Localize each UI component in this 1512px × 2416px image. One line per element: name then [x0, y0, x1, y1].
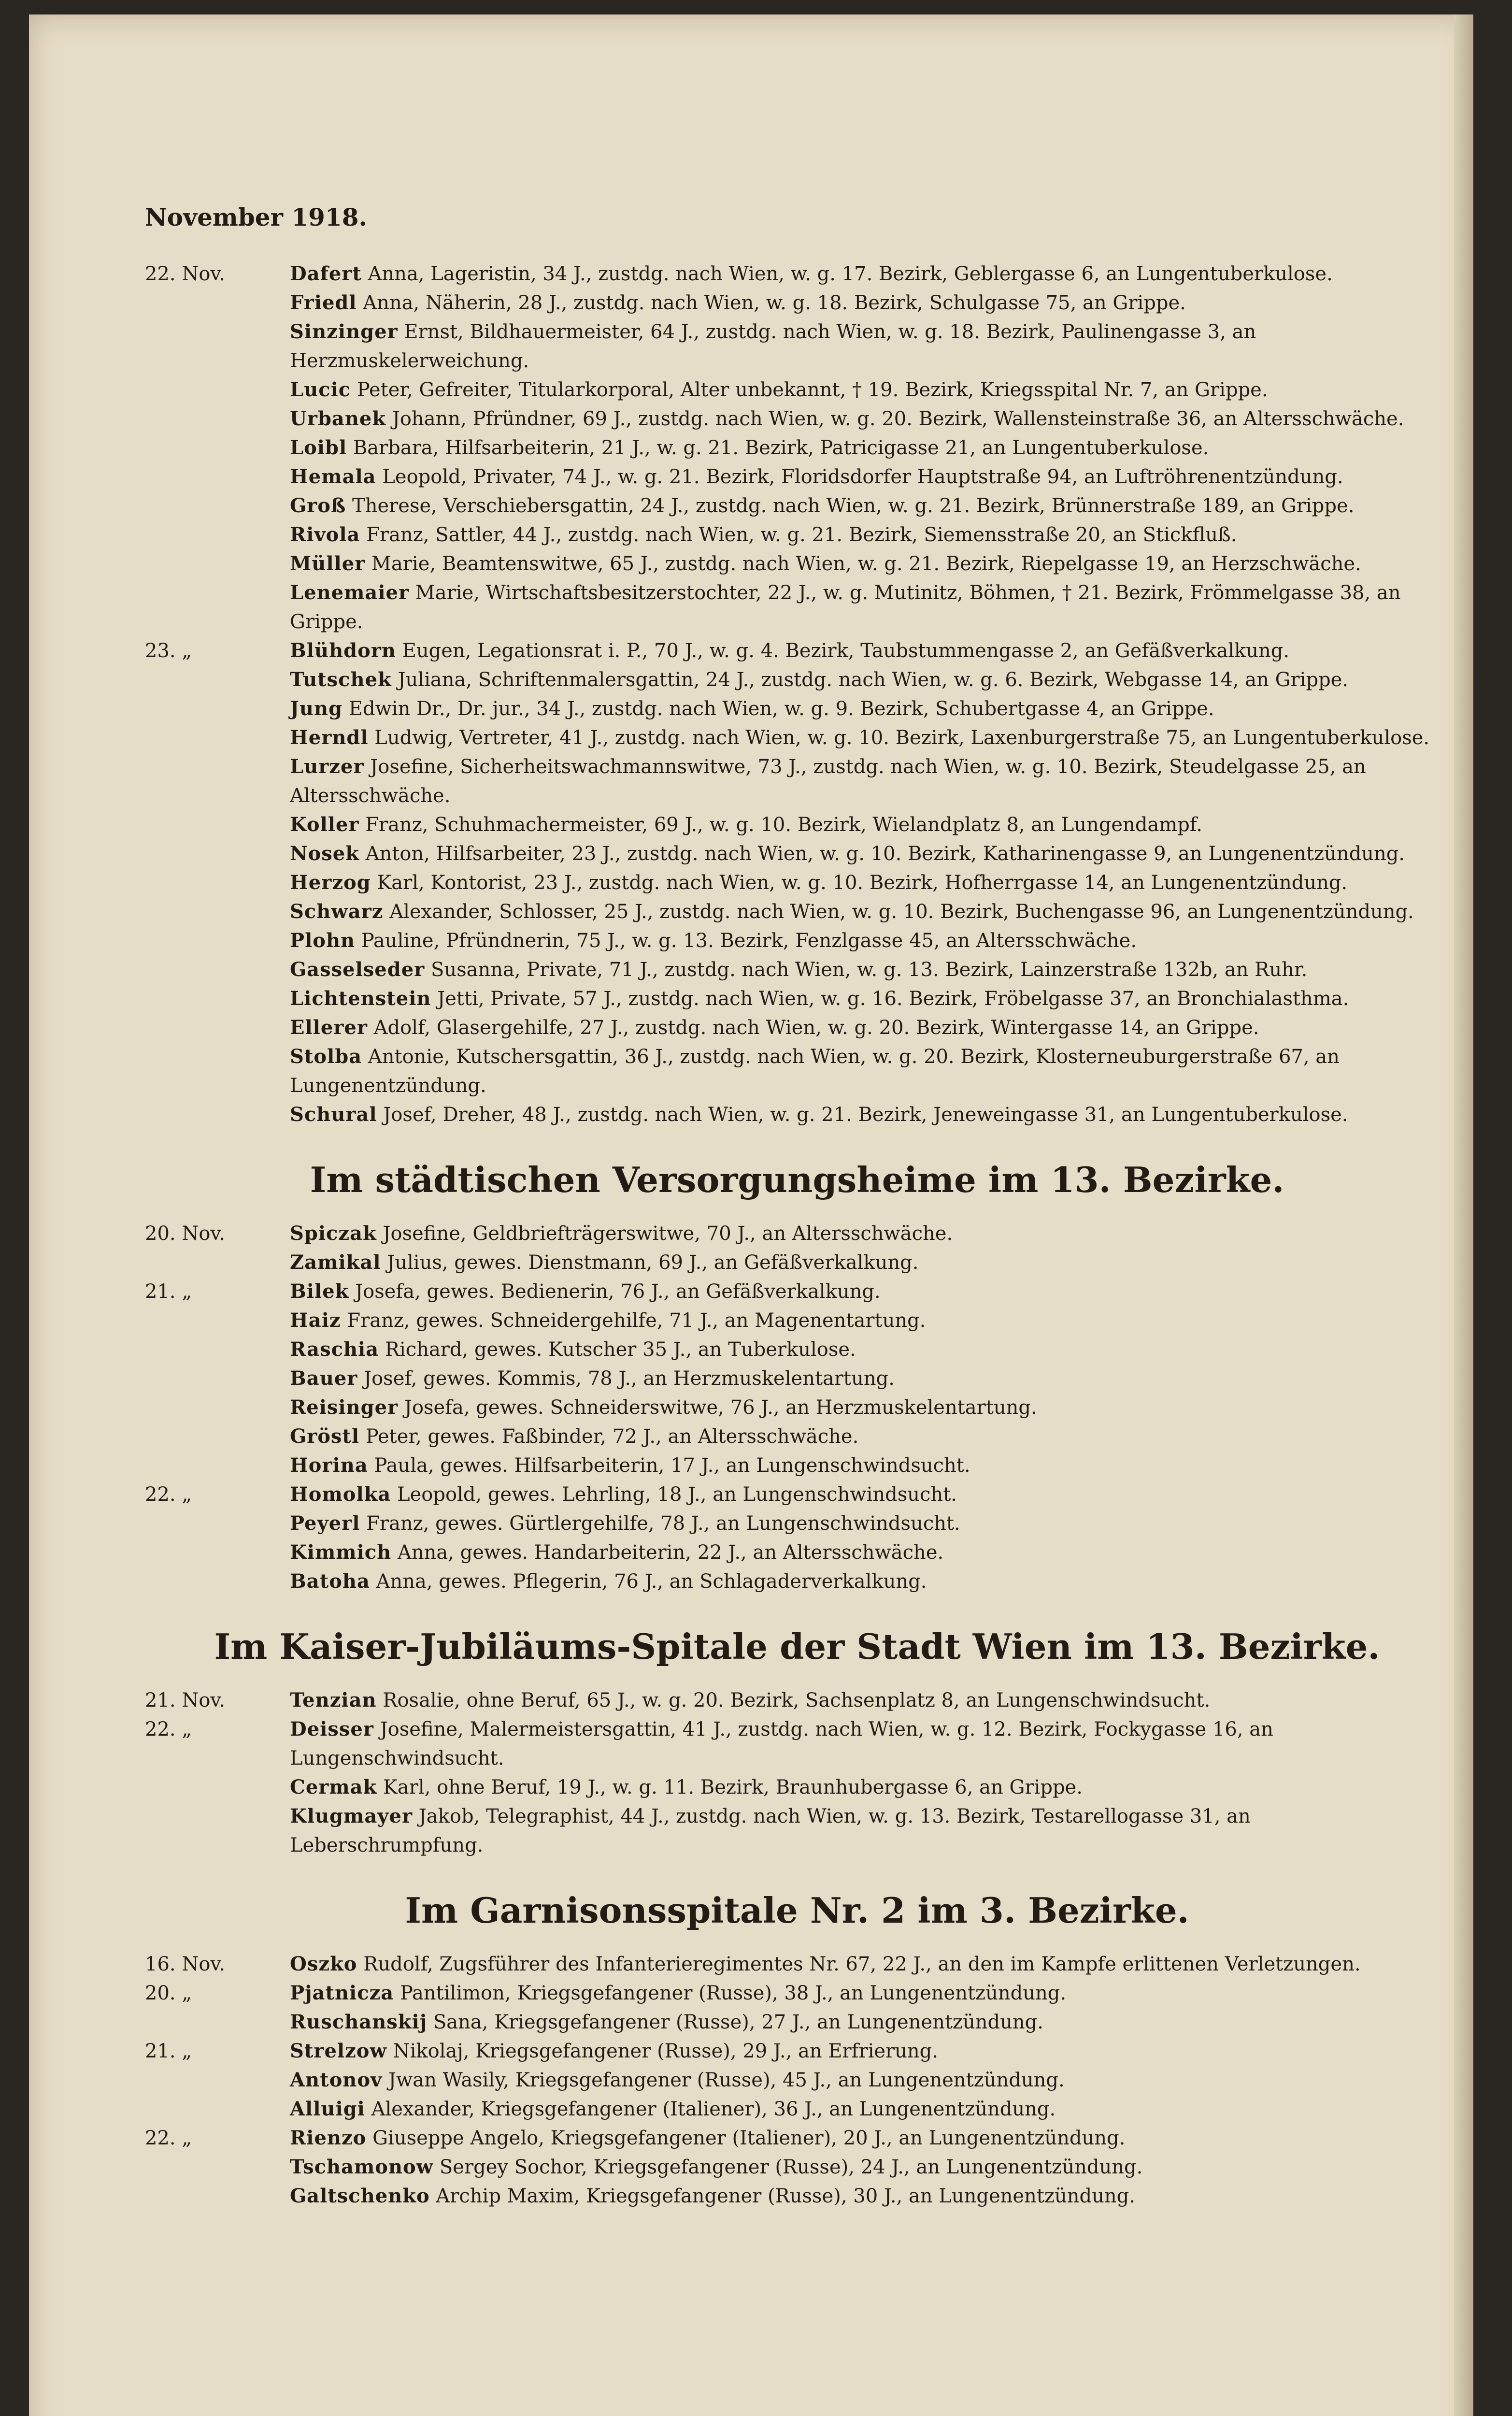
entry-date: 20. Nov. [145, 1222, 225, 1245]
entry-surname: Herndl [290, 726, 369, 749]
entry-details: Franz, Sattler, 44 J., zustdg. nach Wien, w. g. 21. Bezirk, Siemensstraße 20, an Stickfluß. [366, 524, 1237, 546]
entry-text [290, 1451, 1449, 1480]
entry-surname: Batoha [290, 1570, 370, 1593]
entry-text [290, 462, 1449, 491]
entry-date [145, 2095, 290, 2124]
entry-date: 23. „ [145, 640, 192, 662]
death-entry [145, 1248, 1449, 1277]
entry-text [290, 549, 1449, 578]
death-entry [145, 1802, 1449, 1860]
death-entry [145, 578, 1449, 636]
document-page [29, 14, 1473, 2416]
section-heading: Im Garnisonsspitale Nr. 2 im 3. Bezirke. [405, 1890, 1189, 1931]
entry-date [145, 375, 290, 404]
entry-date [145, 1567, 290, 1596]
entry-details: Anna, Lageristin, 34 J., zustdg. nach Wien, w. g. 17. Bezirk, Geblergasse 6, an Lungentuberkulose. [368, 263, 1333, 285]
entry-date: 22. „ [145, 2127, 192, 2149]
entry-details: Alexander, Kriegsgefangener (Italiener), 36 J., an Lungenentzündung. [371, 2098, 1056, 2120]
entry-date [145, 317, 290, 375]
death-entry [145, 752, 1449, 810]
entry-surname: Pjatnicza [290, 1982, 394, 2004]
entry-surname: Spiczak [290, 1222, 377, 1245]
entry-date [145, 288, 290, 317]
entry-date [145, 433, 290, 462]
entry-surname: Raschia [290, 1338, 379, 1361]
death-entry [145, 1393, 1449, 1422]
entry-surname: Bauer [290, 1367, 358, 1390]
entry-details: Eugen, Legationsrat i. P., 70 J., w. g. 4. Bezirk, Taubstummengasse 2, an Gefäßverkalkung. [402, 640, 1290, 662]
entry-date [145, 1364, 290, 1393]
entry-text [290, 317, 1449, 375]
entry-text [290, 1715, 1449, 1773]
entry-text [290, 955, 1449, 984]
entry-details: Julius, gewes. Dienstmann, 69 J., an Gefäßverkalkung. [387, 1251, 919, 1274]
section-0 [145, 259, 1449, 1129]
section-2 [145, 1625, 1449, 1860]
entry-date: 16. Nov. [145, 1953, 225, 1975]
entry-details: Marie, Wirtschaftsbesitzerstochter, 22 J., w. g. Mutinitz, Böhmen, † 21. Bezirk, Frömmelgasse 38, an Grippe. [290, 582, 1401, 633]
entry-date [145, 810, 290, 839]
entry-details: Rudolf, Zugsführer des Infanterieregimentes Nr. 67, 22 J., an den im Kampfe erlittenen Verletzungen. [363, 1953, 1361, 1975]
entry-details: Franz, Schuhmachermeister, 69 J., w. g. 10. Bezirk, Wielandplatz 8, an Lungendampf. [365, 814, 1202, 836]
entry-details: Josef, gewes. Kommis, 78 J., an Herzmuskelentartung. [364, 1367, 895, 1390]
entry-date [145, 491, 290, 520]
entry-surname: Lenemaier [290, 581, 410, 604]
entry-text [290, 839, 1449, 868]
entry-details: Peter, gewes. Faßbinder, 72 J., an Altersschwäche. [365, 1425, 859, 1448]
death-entry [145, 1567, 1449, 1596]
entry-date [145, 1248, 290, 1277]
death-entry [145, 694, 1449, 723]
death-entry [145, 1773, 1449, 1802]
death-entry [145, 2124, 1449, 2153]
death-entry [145, 2037, 1449, 2066]
death-entry [145, 1451, 1449, 1480]
death-entry [145, 1277, 1449, 1306]
entry-surname: Klugmayer [290, 1805, 413, 1827]
entry-date: 21. „ [145, 2040, 192, 2062]
entry-surname: Zamikal [290, 1251, 381, 1274]
death-entry [145, 1306, 1449, 1335]
entry-surname: Galtschenko [290, 2185, 430, 2207]
entry-surname: Nosek [290, 842, 359, 865]
entry-details: Leopold, gewes. Lehrling, 18 J., an Lungenschwindsucht. [397, 1483, 957, 1506]
entry-surname: Ruschanskij [290, 2011, 428, 2033]
section-3 [145, 1889, 1449, 2211]
death-entry [145, 1480, 1449, 1509]
entry-text [290, 1480, 1449, 1509]
entry-date [145, 2008, 290, 2037]
death-entry [145, 1422, 1449, 1451]
entry-text [290, 984, 1449, 1013]
entry-text [290, 2182, 1449, 2211]
entry-details: Sergey Sochor, Kriegsgefangener (Russe), 24 J., an Lungenentzündung. [439, 2156, 1143, 2178]
death-entry [145, 2182, 1449, 2211]
entry-surname: Lurzer [290, 755, 364, 778]
entry-date [145, 1451, 290, 1480]
death-entry [145, 288, 1449, 317]
entry-details: Josefa, gewes. Bedienerin, 76 J., an Gefäßverkalkung. [355, 1280, 881, 1303]
entry-details: Richard, gewes. Kutscher 35 J., an Tuberkulose. [385, 1338, 856, 1361]
entry-surname: Müller [290, 552, 366, 575]
entry-surname: Hemala [290, 465, 376, 488]
entry-surname: Loibl [290, 436, 347, 459]
death-entry [145, 868, 1449, 897]
entry-text [290, 1422, 1449, 1451]
entry-surname: Rienzo [290, 2127, 367, 2149]
death-entry [145, 1979, 1449, 2008]
entry-text [290, 404, 1449, 433]
entry-details: Jetti, Private, 57 J., zustdg. nach Wien, w. g. 16. Bezirk, Fröbelgasse 37, an Bronchialasthma. [437, 988, 1349, 1010]
entry-details: Anna, Näherin, 28 J., zustdg. nach Wien, w. g. 18. Bezirk, Schulgasse 75, an Grippe. [363, 292, 1186, 314]
entry-details: Anna, gewes. Handarbeiterin, 22 J., an Altersschwäche. [397, 1541, 944, 1564]
entry-surname: Rivola [290, 523, 360, 546]
entry-date [145, 1306, 290, 1335]
entry-text [290, 1538, 1449, 1567]
entry-date [145, 1100, 290, 1129]
death-entry [145, 1538, 1449, 1567]
entry-surname: Friedl [290, 291, 357, 314]
entry-date [145, 1042, 290, 1100]
death-entry [145, 404, 1449, 433]
entry-date [145, 1422, 290, 1451]
death-entry [145, 955, 1449, 984]
entry-surname: Stolba [290, 1045, 362, 1068]
entry-text [290, 1773, 1449, 1802]
entry-surname: Schwarz [290, 900, 384, 923]
entry-details: Pantilimon, Kriegsgefangener (Russe), 38 J., an Lungenentzündung. [399, 1982, 1067, 2004]
entry-surname: Gröstl [290, 1425, 360, 1448]
entry-text [290, 375, 1449, 404]
entry-date [145, 694, 290, 723]
entry-surname: Antonov [290, 2069, 383, 2091]
death-entry [145, 2008, 1449, 2037]
entry-surname: Alluigi [290, 2098, 365, 2120]
entry-date: 21. „ [145, 1280, 192, 1303]
entry-text [290, 897, 1449, 926]
entry-date [145, 926, 290, 955]
death-entry [145, 723, 1449, 752]
entry-surname: Strelzow [290, 2040, 387, 2062]
death-entry [145, 1950, 1449, 1979]
entry-text [290, 1013, 1449, 1042]
entry-details: Edwin Dr., Dr. jur., 34 J., zustdg. nach Wien, w. g. 9. Bezirk, Schubertgasse 4, an Grippe. [348, 698, 1214, 720]
death-entry [145, 549, 1449, 578]
entry-details: Barbara, Hilfsarbeiterin, 21 J., w. g. 21. Bezirk, Patricigasse 21, an Lungentuberkulose. [353, 437, 1209, 459]
entry-surname: Jung [290, 697, 343, 720]
death-entry [145, 1042, 1449, 1100]
entry-details: Juliana, Schriftenmalersgattin, 24 J., zustdg. nach Wien, w. g. 6. Bezirk, Webgasse 14, an Grippe. [398, 669, 1349, 691]
entry-date: 20. „ [145, 1982, 192, 2004]
entry-text [290, 1364, 1449, 1393]
entry-text [290, 1248, 1449, 1277]
entry-date [145, 752, 290, 810]
entry-text [290, 1219, 1449, 1248]
entry-date [145, 897, 290, 926]
entry-details: Karl, Kontorist, 23 J., zustdg. nach Wien, w. g. 10. Bezirk, Hofherrgasse 14, an Lungenentzündung. [377, 872, 1348, 894]
entry-date [145, 868, 290, 897]
entry-date: 21. Nov. [145, 1689, 225, 1711]
death-entry [145, 1364, 1449, 1393]
entry-text [290, 578, 1449, 636]
entry-text [290, 1509, 1449, 1538]
entry-date [145, 955, 290, 984]
entry-details: Archip Maxim, Kriegsgefangener (Russe), 30 J., an Lungenentzündung. [436, 2185, 1135, 2207]
entry-surname: Groß [290, 494, 346, 517]
death-entry [145, 636, 1449, 665]
entry-text [290, 2037, 1449, 2066]
entry-surname: Dafert [290, 262, 362, 285]
entry-details: Anna, gewes. Pflegerin, 76 J., an Schlagaderverkalkung. [376, 1570, 927, 1593]
entry-details: Jwan Wasily, Kriegsgefangener (Russe), 45 J., an Lungenentzündung. [388, 2069, 1065, 2091]
entry-surname: Bilek [290, 1280, 349, 1303]
entry-date [145, 578, 290, 636]
entry-surname: Sinzinger [290, 320, 398, 343]
entry-text [290, 1802, 1449, 1860]
entry-details: Ludwig, Vertreter, 41 J., zustdg. nach Wien, w. g. 10. Bezirk, Laxenburgerstraße 75, an Lungentuberkulose. [374, 727, 1430, 749]
entry-details: Josefine, Malermeistersgattin, 41 J., zustdg. nach Wien, w. g. 12. Bezirk, Fockygasse 16, an Lungenschwindsucht. [290, 1718, 1273, 1769]
entry-text [290, 1306, 1449, 1335]
sections-container [145, 259, 1449, 2211]
entry-details: Pauline, Pfründnerin, 75 J., w. g. 13. Bezirk, Fenzlgasse 45, an Altersschwäche. [361, 930, 1137, 952]
death-entry [145, 462, 1449, 491]
entry-text [290, 2153, 1449, 2182]
entry-date [145, 520, 290, 549]
entry-text [290, 752, 1449, 810]
entry-details: Peter, Gefreiter, Titularkorporal, Alter unbekannt, † 19. Bezirk, Kriegsspital Nr. 7, an Grippe. [357, 379, 1268, 401]
entry-text [290, 694, 1449, 723]
entry-surname: Tschamonow [290, 2156, 434, 2178]
entry-details: Marie, Beamtenswitwe, 65 J., zustdg. nach Wien, w. g. 21. Bezirk, Riepelgasse 19, an Herzschwäche. [371, 553, 1361, 575]
entry-details: Therese, Verschiebersgattin, 24 J., zustdg. nach Wien, w. g. 21. Bezirk, Brünnerstraße 189, an Grippe. [352, 495, 1355, 517]
death-entry [145, 1013, 1449, 1042]
entry-details: Adolf, Glasergehilfe, 27 J., zustdg. nach Wien, w. g. 20. Bezirk, Wintergasse 14, an Grippe. [373, 1017, 1259, 1039]
death-entry [145, 491, 1449, 520]
death-entry [145, 984, 1449, 1013]
entry-surname: Cermak [290, 1776, 377, 1798]
section-1 [145, 1158, 1449, 1596]
entry-text [290, 2066, 1449, 2095]
entry-text [290, 926, 1449, 955]
entry-date [145, 1802, 290, 1860]
entry-surname: Kimmich [290, 1541, 392, 1564]
death-entry [145, 259, 1449, 288]
entry-text [290, 288, 1449, 317]
entry-surname: Homolka [290, 1483, 391, 1506]
death-entry [145, 810, 1449, 839]
entry-date [145, 549, 290, 578]
entry-details: Leopold, Privater, 74 J., w. g. 21. Bezirk, Floridsdorfer Hauptstraße 94, an Luftröhrenentzündung. [382, 466, 1343, 488]
entry-text [290, 1042, 1449, 1100]
death-entry [145, 2095, 1449, 2124]
entry-text [290, 259, 1449, 288]
death-entry [145, 897, 1449, 926]
entry-details: Josef, Dreher, 48 J., zustdg. nach Wien, w. g. 21. Bezirk, Jeneweingasse 31, an Lungentuberkulose. [383, 1104, 1348, 1126]
entry-text [290, 723, 1449, 752]
entry-details: Franz, gewes. Gürtlergehilfe, 78 J., an Lungenschwindsucht. [366, 1512, 960, 1535]
page-binding-edge [1454, 14, 1473, 2416]
entry-date [145, 723, 290, 752]
entry-text [290, 1567, 1449, 1596]
entry-details: Johann, Pfründner, 69 J., zustdg. nach Wien, w. g. 20. Bezirk, Wallensteinstraße 36, an Altersschwäche. [392, 408, 1404, 430]
entry-date: 22. „ [145, 1483, 192, 1506]
entry-details: Ernst, Bildhauermeister, 64 J., zustdg. nach Wien, w. g. 18. Bezirk, Paulinengasse 3, an Herzmuskelerweichung. [290, 321, 1256, 372]
entry-surname: Horina [290, 1454, 368, 1477]
section-heading: Im städtischen Versorgungsheime im 13. Bezirke. [310, 1159, 1284, 1200]
entry-date: 22. „ [145, 1718, 192, 1740]
death-entry [145, 520, 1449, 549]
entry-surname: Schural [290, 1103, 377, 1126]
entry-date [145, 839, 290, 868]
entry-surname: Deisser [290, 1718, 374, 1740]
entry-surname: Oszko [290, 1953, 357, 1975]
entry-surname: Haiz [290, 1309, 341, 1332]
entry-surname: Lucic [290, 378, 351, 401]
entry-details: Nikolaj, Kriegsgefangener (Russe), 29 J., an Erfrierung. [393, 2040, 938, 2062]
entry-text [290, 2008, 1449, 2037]
entry-text [290, 868, 1449, 897]
entry-date [145, 984, 290, 1013]
entry-details: Anton, Hilfsarbeiter, 23 J., zustdg. nach Wien, w. g. 10. Bezirk, Katharinengasse 9, an Lungenentzündung. [365, 843, 1405, 865]
death-entry [145, 433, 1449, 462]
entry-text [290, 665, 1449, 694]
entry-details: Rosalie, ohne Beruf, 65 J., w. g. 20. Bezirk, Sachsenplatz 8, an Lungenschwindsucht. [383, 1689, 1211, 1711]
entry-date [145, 2153, 290, 2182]
entry-surname: Lichtenstein [290, 987, 431, 1010]
entry-surname: Ellerer [290, 1016, 368, 1039]
entry-surname: Gasselseder [290, 958, 425, 981]
entry-text [290, 810, 1449, 839]
entry-text [290, 636, 1449, 665]
entry-date [145, 1538, 290, 1567]
entry-details: Alexander, Schlosser, 25 J., zustdg. nach Wien, w. g. 10. Bezirk, Buchengasse 96, an Lungenentzündung. [389, 901, 1414, 923]
entry-surname: Plohn [290, 929, 356, 952]
death-entry [145, 665, 1449, 694]
entry-surname: Reisinger [290, 1396, 399, 1419]
death-entry [145, 926, 1449, 955]
entry-date [145, 2182, 290, 2211]
death-entry [145, 1686, 1449, 1715]
death-entry [145, 1715, 1449, 1773]
death-entry [145, 375, 1449, 404]
entry-surname: Urbanek [290, 407, 386, 430]
entry-surname: Tutschek [290, 668, 392, 691]
death-entry [145, 839, 1449, 868]
death-entry [145, 317, 1449, 375]
entry-date [145, 1509, 290, 1538]
death-entry [145, 2066, 1449, 2095]
entry-details: Josefine, Geldbriefträgerswitwe, 70 J., an Altersschwäche. [383, 1222, 953, 1245]
entry-surname: Peyerl [290, 1512, 360, 1535]
register-content [145, 203, 1449, 2211]
entry-surname: Koller [290, 813, 359, 836]
entry-text [290, 491, 1449, 520]
entry-text [290, 1335, 1449, 1364]
entry-date [145, 404, 290, 433]
entry-surname: Tenzian [290, 1689, 377, 1711]
death-entry [145, 1219, 1449, 1248]
death-entry [145, 1100, 1449, 1129]
entry-details: Josefa, gewes. Schneiderswitwe, 76 J., an Herzmuskelentartung. [404, 1396, 1037, 1419]
entry-details: Karl, ohne Beruf, 19 J., w. g. 11. Bezirk, Braunhubergasse 6, an Grippe. [383, 1776, 1083, 1798]
entry-date: 22. Nov. [145, 263, 225, 285]
entry-details: Jakob, Telegraphist, 44 J., zustdg. nach Wien, w. g. 13. Bezirk, Testarellogasse 31, an Leberschrumpfung. [290, 1805, 1251, 1856]
death-entry [145, 2153, 1449, 2182]
entry-date [145, 1393, 290, 1422]
entry-details: Franz, gewes. Schneidergehilfe, 71 J., an Magenentartung. [347, 1309, 926, 1332]
entry-surname: Herzog [290, 871, 371, 894]
entry-text [290, 1979, 1449, 2008]
entry-details: Josefine, Sicherheitswachmannswitwe, 73 J., zustdg. nach Wien, w. g. 10. Bezirk, Steudelgasse 25, an Altersschwäche. [290, 756, 1366, 807]
entry-text [290, 2095, 1449, 2124]
entry-details: Susanna, Private, 71 J., zustdg. nach Wien, w. g. 13. Bezirk, Lainzerstraße 132b, an Ruhr. [430, 959, 1308, 981]
entry-date [145, 665, 290, 694]
death-entry [145, 1509, 1449, 1538]
entry-text [290, 1950, 1449, 1979]
entry-text [290, 1100, 1449, 1129]
entry-text [290, 433, 1449, 462]
entry-text [290, 2124, 1449, 2153]
entry-text [290, 1393, 1449, 1422]
entry-details: Sana, Kriegsgefangener (Russe), 27 J., an Lungenentzündung. [433, 2011, 1043, 2033]
entry-details: Giuseppe Angelo, Kriegsgefangener (Italiener), 20 J., an Lungenentzündung. [372, 2127, 1126, 2149]
entry-text [290, 520, 1449, 549]
entry-date [145, 1335, 290, 1364]
month-heading: November 1918. [145, 203, 367, 231]
entry-date [145, 1013, 290, 1042]
entry-details: Paula, gewes. Hilfsarbeiterin, 17 J., an Lungenschwindsucht. [374, 1454, 970, 1477]
entry-text [290, 1277, 1449, 1306]
entry-date [145, 2066, 290, 2095]
entry-text [290, 1686, 1449, 1715]
entry-surname: Blühdorn [290, 639, 396, 662]
entry-details: Antonie, Kutschersgattin, 36 J., zustdg. nach Wien, w. g. 20. Bezirk, Klosterneuburgerstraße 67, an Lungenentzündung. [290, 1046, 1340, 1097]
entry-date [145, 1773, 290, 1802]
section-heading: Im Kaiser-Jubiläums-Spitale der Stadt Wien im 13. Bezirke. [214, 1626, 1380, 1667]
entry-date [145, 462, 290, 491]
death-entry [145, 1335, 1449, 1364]
